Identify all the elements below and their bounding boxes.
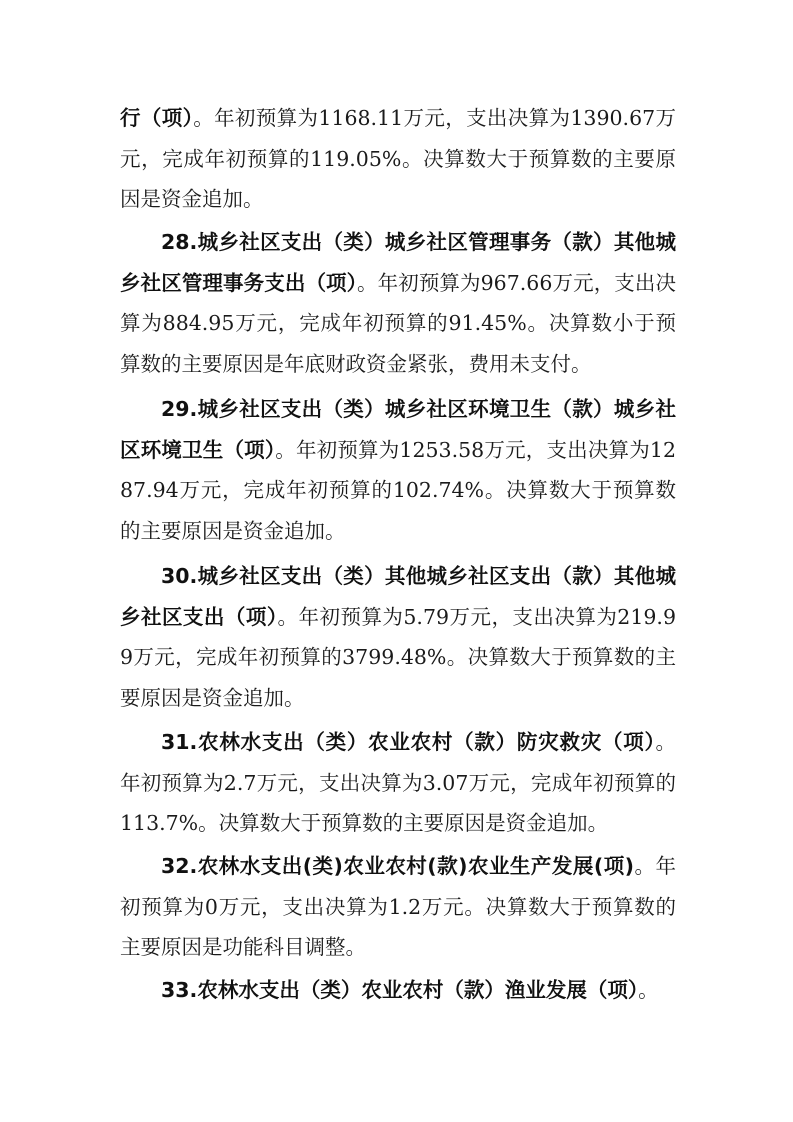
paragraph-heading: 28.城乡社区支出（类）城乡社区管理事务（款）其他城乡社区管理事务支出（项） xyxy=(120,230,676,295)
paragraph-heading: 33.农林水支出（类）农业农村（款）渔业发展（项） xyxy=(161,978,639,1002)
paragraph-body: 。年初预算为0万元，支出决算为1.2万元。决算数大于预算数的主要原因是功能科目调整。 xyxy=(120,854,677,959)
paragraph-33 xyxy=(120,970,676,1011)
paragraph-heading: 行（项） xyxy=(120,106,194,130)
paragraph-body: 。年初预算为967.66万元，支出决算为884.95万元，完成年初预算的91.45%。决算数小于预算数的主要原因是年底财政资金紧张，费用未支付。 xyxy=(120,270,677,376)
paragraph-heading: 32.农林水支出(类)农业农村(款)农业生产发展(项) xyxy=(161,854,635,878)
paragraph-32 xyxy=(120,846,676,968)
paragraph-heading: 30.城乡社区支出（类）其他城乡社区支出（款）其他城乡社区支出（项） xyxy=(120,564,676,629)
paragraph-heading: 31.农林水支出（类）农业农村（款）防灾救灾（项） xyxy=(161,730,656,754)
paragraph-27-continuation xyxy=(120,98,676,220)
paragraph-body: 。年初预算为1168.11万元，支出决算为1390.67万元，完成年初预算的119.05%。决算数大于预算数的主要原因是资金追加。 xyxy=(120,106,677,211)
paragraph-30 xyxy=(120,556,676,718)
paragraph-28 xyxy=(120,222,676,384)
paragraph-29 xyxy=(120,389,676,551)
paragraph-heading: 29.城乡社区支出（类）城乡社区环境卫生（款）城乡社区环境卫生（项） xyxy=(120,397,676,462)
paragraph-body: 。年初预算为5.79万元，支出决算为219.99万元，完成年初预算的3799.48%。决算数大于预算数的主要原因是资金追加。 xyxy=(120,604,676,710)
paragraph-body: 。年初预算为2.7万元，支出决算为3.07万元，完成年初预算的113.7%。决算数大于预算数的主要原因是资金追加。 xyxy=(120,730,676,835)
paragraph-31 xyxy=(120,722,676,844)
paragraph-body: 。 xyxy=(638,978,659,1002)
paragraph-body: 。年初预算为1253.58万元，支出决算为1287.94万元，完成年初预算的102.74%。决算数大于预算数的主要原因是资金追加。 xyxy=(120,437,677,543)
